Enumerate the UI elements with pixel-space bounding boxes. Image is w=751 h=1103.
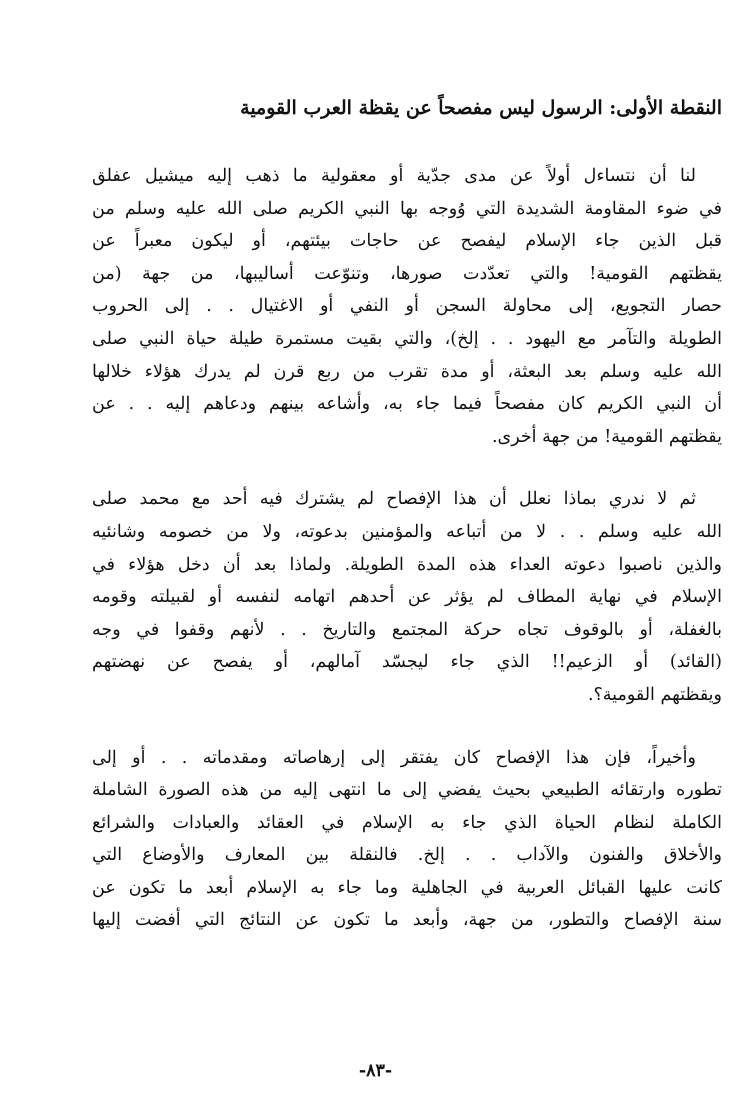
text-line: لنا أن نتساءل أولاً عن مدى جدّية أو معقولية ما ذهب إليه ميشيل عفلق: [92, 166, 696, 186]
page-number: -٨٣-: [358, 1061, 393, 1081]
text-line: الله عليه وسلم بعد البعثة، أو مدة تقرب من ربع قرن لم يدرك هؤلاء خلالها: [92, 361, 722, 382]
text-line: حصار التجويع، إلى محاولة السجن أو النفي أو الاغتيال . . إلى الحروب: [92, 296, 722, 317]
text-line: تطوره وارتقائه الطبيعي بحيث يفضي إلى ما انتهى إليه من هذه الصورة الشاملة: [92, 780, 722, 801]
paragraph-2: [92, 483, 722, 711]
document-page: [92, 88, 722, 937]
text-line: أن النبي الكريم كان مفصحاً فيما جاء به، وأشاعه بينهم ودعاهم إليه . . عن: [92, 394, 722, 415]
text-line: يقظتهم القومية! من جهة أخرى.: [491, 426, 722, 447]
text-line: وأخيراً، فإن هذا الإفصاح كان يفتقر إلى إرهاصاته ومقدماته . . أو إلى: [92, 747, 696, 768]
text-line: كانت عليها القبائل العربية في الجاهلية وما جاء به الإسلام أبعد ما تكون عن: [92, 877, 722, 898]
text-line: الطويلة والتآمر مع اليهود . . إلخ)، والتي بقيت مستمرة طيلة حياة النبي صلى: [92, 328, 722, 349]
text-line: ثم لا ندري بماذا نعلل أن هذا الإفصاح لم يشترك فيه أحد مع محمد صلى: [92, 489, 696, 510]
text-line: ويقظتهم القومية؟.: [587, 684, 722, 705]
text-line: الإسلام في نهاية المطاف لم يؤثر عن أحدهم اتهامه لنفسه أو لقبيلته وقومه: [92, 587, 722, 608]
text-line: في ضوء المقاومة الشديدة التي وُوجه بها النبي الكريم صلى الله عليه وسلم من: [92, 198, 722, 219]
text-line: والذين ناصبوا دعوته العداء هذه المدة الطويلة. ولماذا بعد أن دخل هؤلاء في: [92, 554, 722, 575]
text-line: بالغفلة، أو بالوقوف تجاه حركة المجتمع والتاريخ . . لأنهم وقفوا في وجه: [92, 619, 722, 640]
text-line: قبل الذين جاء الإسلام ليفصح عن حاجات بيئتهم، أو ليكون معبراً عن: [92, 231, 722, 252]
text-line: الله عليه وسلم . . لا من أتباعه والمؤمنين بدعوته، ولا من خصومه وشانئيه: [92, 521, 722, 542]
text-line: الكاملة لنظام الحياة الذي جاء به الإسلام في العقائد والعبادات والشرائع: [92, 812, 722, 833]
text-line: (القائد) أو الزعيم!! الذي جاء ليجسّد آمالهم، أو يفصح عن نهضتهم: [92, 652, 722, 673]
section-heading: النقطة الأولى: الرسول ليس مفصحاً عن يقظة العرب القومية: [240, 97, 722, 119]
text-line: سنة الإفصاح والتطور، من جهة، وأبعد ما تكون عن النتائج التي أفضت إليها: [92, 910, 722, 931]
text-line: والأخلاق والفنون والآداب . . إلخ. فالنقلة بين المعارف والأوضاع التي: [92, 845, 722, 866]
text-line: يقظتهم القومية! والتي تعدّدت صورها، وتنوّعت أساليبها، من جهة (من: [92, 263, 722, 284]
paragraph-1: [92, 160, 722, 453]
paragraph-3: [92, 742, 722, 938]
